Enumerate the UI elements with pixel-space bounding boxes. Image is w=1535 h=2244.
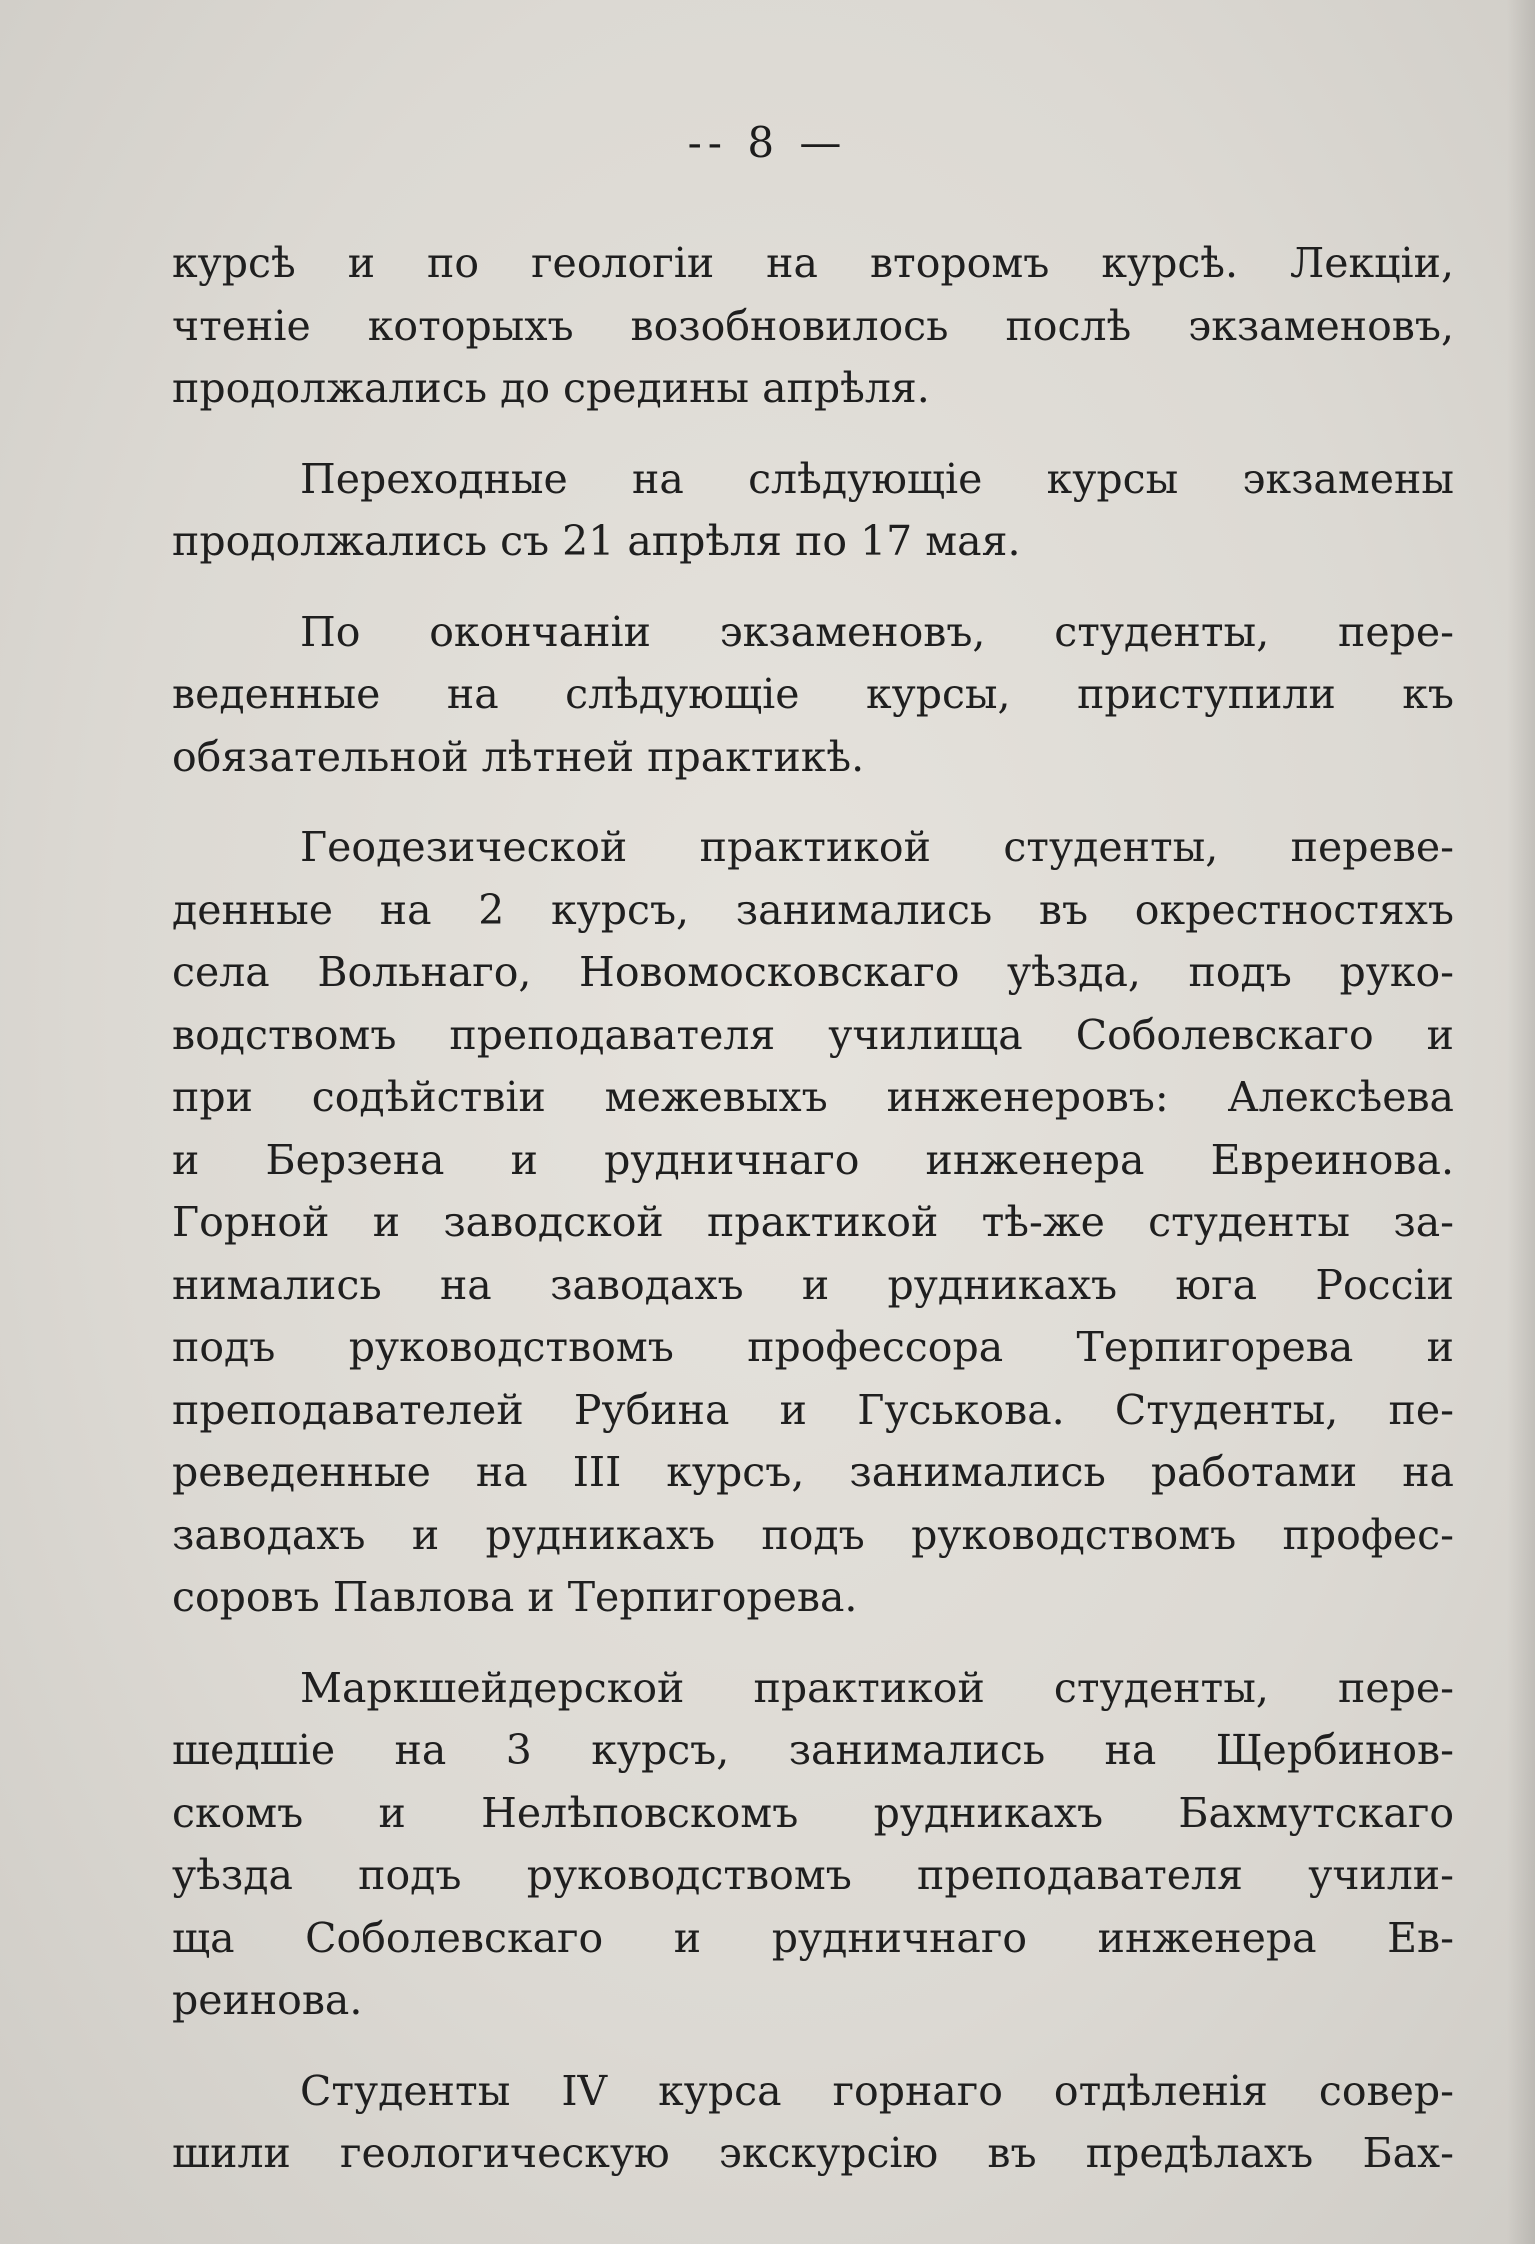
text-line: и Берзена и рудничнаго инженера Евреинова. [172, 1135, 1454, 1184]
text-line: села Вольнаго, Новомосковскаго уѣзда, подъ руко- [172, 948, 1454, 996]
text-line: денные на 2 курсъ, занимались въ окрестностяхъ [172, 885, 1454, 934]
text-line: преподавателей Рубина и Гуськова. Студенты, пе- [172, 1385, 1454, 1434]
text-line: По окончаніи экзаменовъ, студенты, пере- [300, 607, 1454, 656]
text-line: при содѣйствіи межевыхъ инженеровъ: Алексѣева [172, 1073, 1454, 1121]
text-line: курсѣ и по геологіи на второмъ курсѣ. Лекціи, [172, 239, 1454, 287]
text-line: водствомъ преподавателя училища Соболевскаго и [172, 1010, 1454, 1059]
text-line: реинова. [172, 1976, 363, 2024]
text-line: обязательной лѣтней практикѣ. [172, 732, 865, 781]
paragraph-5 [172, 1657, 1454, 2032]
text-line: веденные на слѣдующіе курсы, приступили къ [172, 670, 1454, 718]
paragraph-1 [172, 232, 1454, 420]
text-line: продолжались съ 21 апрѣля по 17 мая. [172, 517, 1021, 565]
text-line: Маркшейдерской практикой студенты, пере- [300, 1663, 1454, 1712]
text-line: Переходные на слѣдующіе курсы экзамены [300, 454, 1454, 503]
text-line: ща Соболевскаго и рудничнаго инженера Ев- [172, 1913, 1454, 1962]
paragraph-6 [172, 2060, 1454, 2185]
body-text [172, 232, 1454, 2213]
paragraph-4 [172, 816, 1454, 1629]
text-line: нимались на заводахъ и рудникахъ юга Россіи [172, 1260, 1454, 1309]
text-line: реведенные на III курсъ, занимались работами на [172, 1448, 1454, 1496]
text-line: скомъ и Нелѣповскомъ рудникахъ Бахмутскаго [172, 1788, 1454, 1837]
text-line: уѣзда подъ руководствомъ преподавателя учили- [172, 1851, 1454, 1899]
text-line: продолжались до средины апрѣля. [172, 364, 930, 412]
text-line: Геодезической практикой студенты, переве- [300, 823, 1454, 871]
page-number: -- 8 — [687, 118, 848, 167]
text-line: Горной и заводской практикой тѣ-же студенты за- [172, 1198, 1454, 1246]
text-line: шили геологическую экскурсію въ предѣлахъ Бах- [172, 2129, 1454, 2177]
text-line: подъ руководствомъ профессора Терпигорева и [172, 1323, 1454, 1371]
paragraph-2 [172, 448, 1454, 573]
text-line: соровъ Павлова и Терпигорева. [172, 1573, 858, 1621]
text-line: Студенты IV курса горнаго отдѣленія совер- [300, 2066, 1454, 2115]
text-line: заводахъ и рудникахъ подъ руководствомъ профес- [172, 1510, 1454, 1559]
text-line: чтеніе которыхъ возобновилось послѣ экзаменовъ, [172, 301, 1454, 350]
paragraph-3 [172, 601, 1454, 789]
page-edge-shadow [1507, 0, 1535, 2244]
text-line: шедшіе на 3 курсъ, занимались на Щербинов- [172, 1726, 1454, 1774]
